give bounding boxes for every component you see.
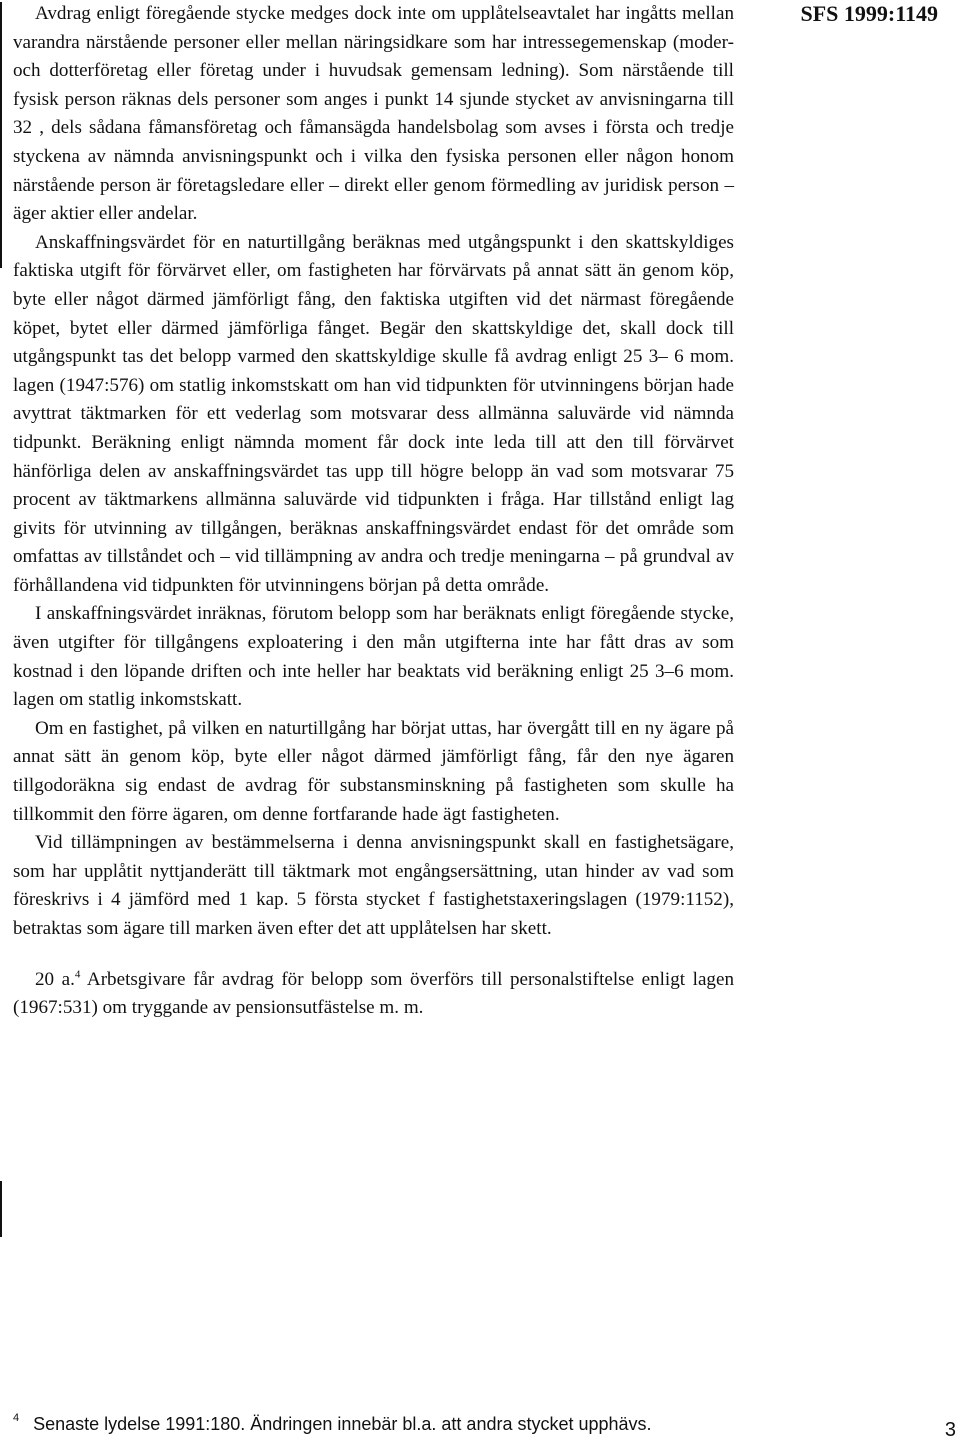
main-text bbox=[13, 0, 734, 1023]
change-bar-section bbox=[0, 1181, 2, 1237]
change-bar-top bbox=[0, 2, 2, 268]
footnote-number: 4 bbox=[13, 1412, 20, 1424]
footnote-ref: 4 bbox=[74, 968, 81, 981]
footnote bbox=[13, 1412, 773, 1436]
paragraph: Avdrag enligt föregående stycke medges dock inte om upplåtelseavtalet har ingåtts mellan varandra närstående personer eller mellan näringsidkare som har intressegemenskap (moder- och dotterföretag eller företag under i huvudsak gemensam ledning). Som närstående till fysisk person räknas dels personer som anges i punkt 14 sjunde stycket av anvisningarna till 32 , dels sådana fåmansföretag och fåmansägda handelsbolag som avses i första och tredje styckena av nämnda anvisningspunkt och i vilka den fysiska personen eller någon honom närstående person är företagsledare eller – direkt eller genom förmedling av juridisk person – äger aktier eller andelar. bbox=[13, 3, 734, 225]
document-id: SFS 1999:1149 bbox=[800, 1, 938, 26]
paragraph: Om en fastighet, på vilken en naturtillgång har börjat uttas, har övergått till en ny ägare på annat sätt än genom köp, byte eller något därmed jämförligt fång, får den nye ägaren tillgodoräkna sig endast de avdrag för substansminskning på fastigheten som skulle ha tillkommit den förre ägaren, om denne fortfarande hade ägt fastigheten. bbox=[13, 717, 734, 825]
section-number: 20 a. bbox=[35, 968, 75, 990]
page-number: 3 bbox=[944, 1419, 956, 1441]
section-text: Arbetsgivare får avdrag för belopp som överförs till personalstiftelse enligt lagen (1967:531) om tryggande av pensionsutfästelse m. m. bbox=[13, 968, 734, 1019]
paragraph: I anskaffningsvärdet inräknas, förutom belopp som har beräknats enligt föregående stycke, även utgifter för tillgångens exploatering i den mån utgifterna inte har fått dras av som kostnad i den löpande driften och inte heller har beaktats vid beräkning enligt 25 3–6 mom. lagen om statlig inkomstskatt. bbox=[13, 603, 734, 711]
paragraph: Vid tillämpningen av bestämmelserna i denna anvisningspunkt skall en fastighetsägare, som har upplåtit nyttjanderätt till täktmark mot engångsersättning, utan hinder av vad som föreskrivs i 4 jämförd med 1 kap. 5 första stycket f fastighetstaxeringslagen (1979:1152), betraktas som ägare till marken även efter det att upplåtelsen har skett. bbox=[13, 832, 734, 939]
footnote-text: Senaste lydelse 1991:180. Ändringen innebär bl.a. att andra stycket upphävs. bbox=[33, 1414, 652, 1434]
section-20a bbox=[13, 966, 734, 1023]
paragraph: Anskaffningsvärdet för en naturtillgång beräknas med utgångspunkt i den skattskyldiges faktiska utgift för förvärvet eller, om fastigheten har förvärvats på annat sätt än genom köp, byte eller något därmed jämförligt fång, den faktiska utgiften vid det närmast föregående köpet, bytet eller därmed jämförliga fånget. Begär den skattskyldige det, skall dock till utgångspunkt tas det belopp varmed den skattskyldige skulle få avdrag enligt 25 3– 6 mom. lagen (1947:576) om statlig inkomstskatt om han vid tidpunkten för utvinningens början hade avyttrat täktmarken för ett vederlag som motsvarar dess allmänna saluvärde vid nämnda tidpunkt. Beräkning enligt nämnda moment får dock inte leda till att den till förvärvet hänförliga delen av anskaffningsvärdet tas upp till högre belopp än vad som motsvarar 75 procent av täktmarkens allmänna saluvärde vid tidpunkten i fråga. Har tillstånd enligt lag givits för utvinning av tillgången, beräknas anskaffningsvärdet endast för det område som omfattas av tillståndet och – vid tillämpning av andra och tredje meningarna – på grundval av förhållandena vid tidpunkten för utvinningens början på detta område. bbox=[13, 231, 734, 596]
